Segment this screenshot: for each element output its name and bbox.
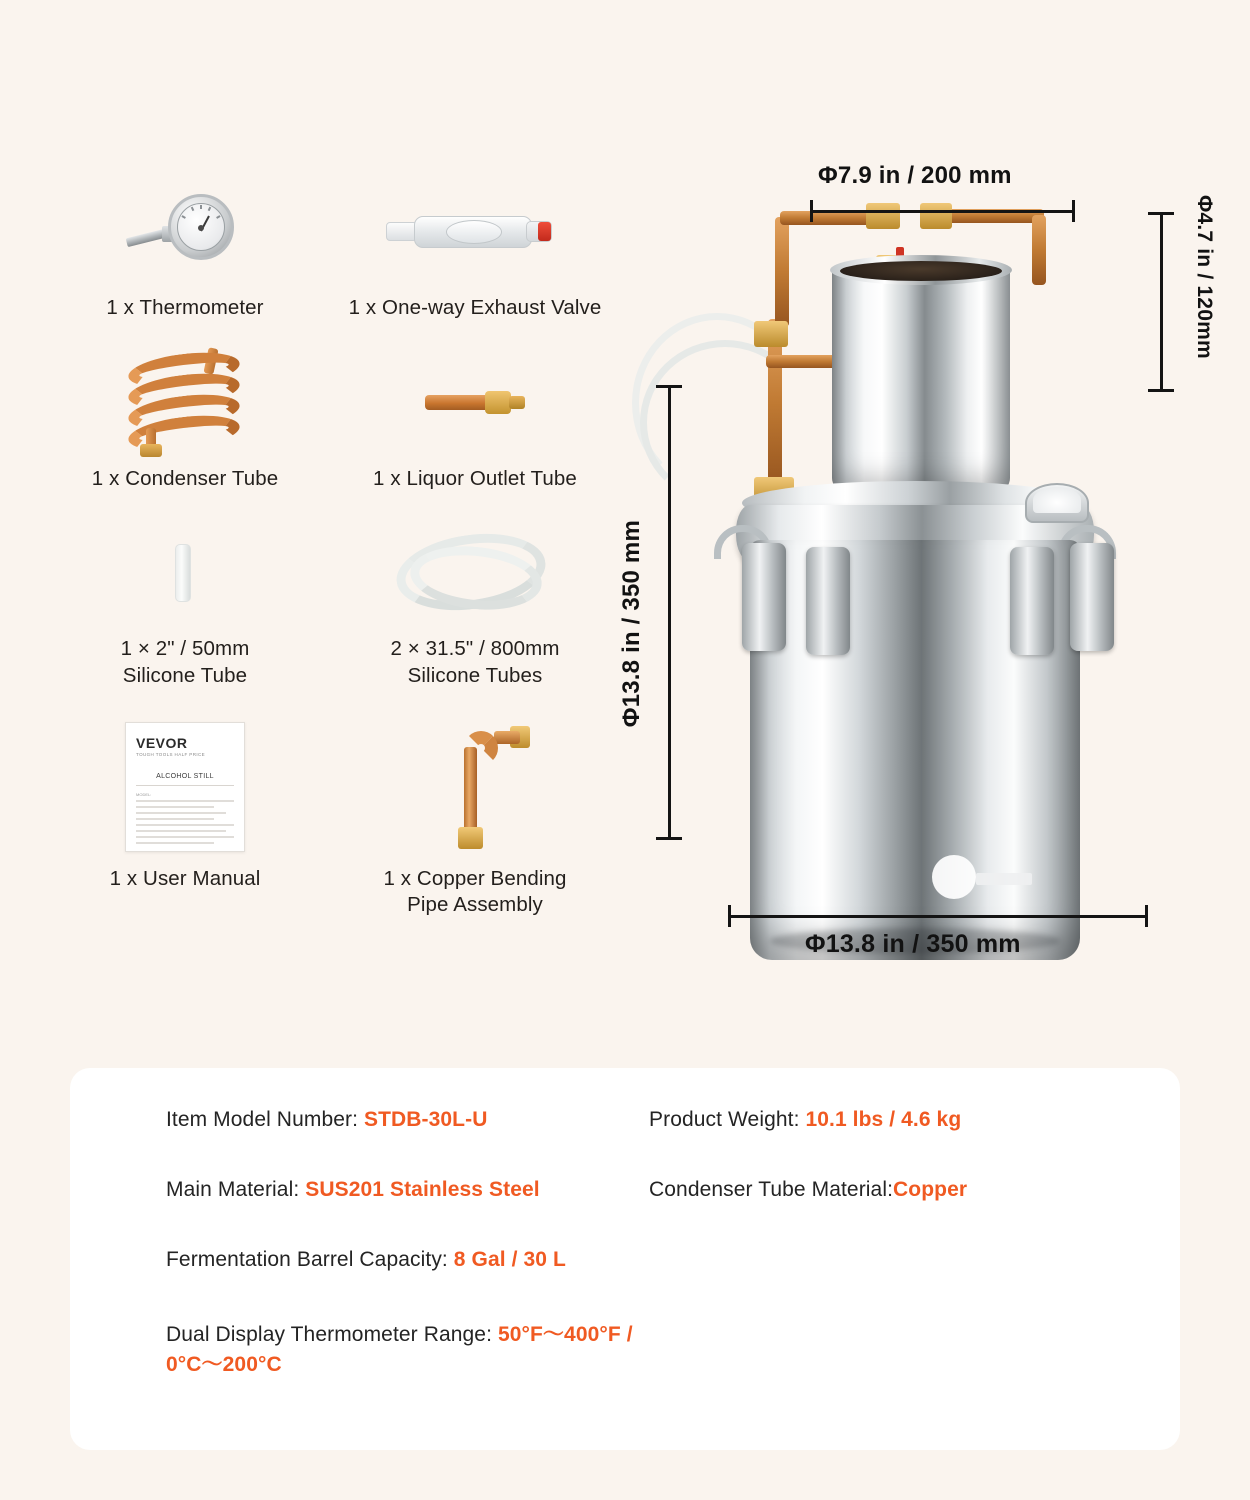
locking-clamp-right: [1010, 547, 1054, 655]
spec-fermentation-barrel-capacity: [118, 1248, 649, 1272]
spec-row: [118, 1318, 1132, 1378]
part-label-line-1: 2 × 31.5" / 800mm: [390, 637, 560, 661]
locking-clamp-left-2: [806, 547, 850, 655]
liquor-outlet-tube-art: [336, 344, 614, 462]
spec-value: SUS201 Stainless Steel: [305, 1178, 540, 1201]
user-manual-art: [46, 712, 324, 862]
dimension-top-bar: [810, 210, 1075, 213]
copper-bending-pipe-art: [336, 712, 614, 862]
manual-divider: [136, 785, 234, 786]
dimension-right-cap-top: [1148, 212, 1174, 215]
spec-empty-cell: [649, 1248, 1132, 1272]
part-label-line-1: 1 × 2" / 50mm: [120, 637, 250, 661]
dimension-bottom-cap-left: [728, 905, 731, 927]
included-parts-list: [40, 165, 620, 933]
locking-clamp-right-2: [1070, 543, 1114, 651]
spec-value: 8 Gal / 30 L: [453, 1248, 566, 1271]
brass-fitting-top: [866, 203, 900, 229]
manual-slogan: TOUGH TOOLS HALF PRICE: [136, 751, 206, 757]
spec-empty-cell: [649, 1318, 1132, 1378]
bendpipe-vertical: [464, 747, 477, 833]
valve-bulb: [446, 220, 502, 244]
dimension-bottom-bar: [728, 915, 1148, 918]
part-label-line-1: 1 x Copper Bending: [383, 866, 567, 890]
dimension-left-label: Φ13.8 in / 350 mm: [618, 520, 645, 728]
valve-red-cap: [538, 222, 551, 241]
spec-label: Product Weight:: [649, 1108, 806, 1131]
product-label-strip: [976, 873, 1032, 885]
pot-interior: [840, 261, 1002, 281]
spec-item-model-number: [118, 1108, 649, 1132]
part-copper-bending-pipe: [330, 704, 620, 933]
copper-pipe-right-riser: [1032, 215, 1046, 285]
manual-brand: VEVOR: [136, 734, 188, 751]
dimension-left-cap-bottom: [656, 837, 682, 840]
locking-clamp-left: [742, 543, 786, 651]
spec-product-weight: [649, 1108, 1132, 1132]
one-way-exhaust-valve-icon: [380, 202, 570, 262]
bendpipe-horizontal: [494, 731, 520, 744]
condenser-pot: [832, 267, 1010, 492]
bendpipe-bottom-nut: [458, 827, 483, 849]
part-label-line-2: Silicone Tubes: [407, 663, 543, 687]
dimension-right-label: Φ4.7 in / 120mm: [1193, 195, 1216, 359]
pressure-gauge-face: [1033, 487, 1081, 513]
manual-meta: MODEL:: [136, 791, 152, 797]
part-label: 1 x User Manual: [109, 866, 261, 890]
spec-value: 10.1 lbs / 4.6 kg: [805, 1108, 962, 1131]
dimension-top-cap-right: [1072, 200, 1075, 222]
part-label: 1 x Thermometer: [106, 296, 264, 319]
exhaust-valve-art: [336, 173, 614, 291]
liquor-outlet-tube-icon: [415, 383, 535, 423]
dimension-left-cap-top: [656, 385, 682, 388]
thermometer-tick: [200, 205, 202, 209]
part-label: 1 x Condenser Tube: [91, 466, 279, 490]
spec-value: 50°F～400°F / 0°C～200°C: [166, 1323, 633, 1376]
part-thermometer: [40, 165, 330, 336]
short-silicone-tube-icon: [155, 538, 215, 608]
manual-text-lines: [136, 800, 234, 844]
product-sticker: [932, 855, 976, 899]
user-manual-icon: [125, 722, 245, 852]
copper-pipe-left-riser: [775, 217, 789, 327]
spec-label: Main Material:: [166, 1178, 306, 1201]
thermometer-icon: [120, 192, 250, 272]
part-long-silicone-tubes: [330, 506, 620, 703]
specifications-card: [70, 1068, 1180, 1450]
thermometer-art: [46, 173, 324, 291]
spec-row: [118, 1108, 1132, 1132]
outlet-brass-end: [509, 396, 525, 409]
coil-brass-nut: [140, 444, 162, 457]
spec-label: Condenser Tube Material:: [649, 1178, 894, 1201]
alcohol-still-illustration: [680, 195, 1150, 955]
condenser-tube-art: [46, 344, 324, 462]
dimension-right-cap-bottom: [1148, 389, 1174, 392]
long-silicone-tubes-icon: [380, 521, 570, 626]
copper-coil-icon: [110, 348, 260, 458]
spec-main-material: [118, 1178, 649, 1202]
copper-pipe-top-left: [780, 211, 872, 225]
spec-thermometer-range: [118, 1318, 649, 1378]
thermometer-hub: [198, 225, 204, 231]
part-label: 1 x Liquor Outlet Tube: [373, 466, 577, 490]
dimension-bottom-label: Φ13.8 in / 350 mm: [805, 930, 1021, 958]
manual-title: ALCOHOL STILL: [156, 772, 214, 780]
product-image-with-dimensions: [620, 120, 1220, 1000]
long-silicone-tubes-art: [336, 514, 614, 632]
dimension-right-bar: [1160, 212, 1163, 392]
dimension-bottom-cap-right: [1145, 905, 1148, 927]
short-silicone-tube-art: [46, 514, 324, 632]
part-label-line-2: Pipe Assembly: [407, 893, 543, 917]
part-short-silicone-tube: [40, 506, 330, 703]
spec-label: Dual Display Thermometer Range:: [166, 1323, 498, 1346]
part-label: 1 x One-way Exhaust Valve: [348, 296, 602, 319]
brass-fitting-top-2: [920, 203, 952, 229]
part-label-line-2: Silicone Tube: [122, 663, 248, 687]
spec-value: STDB-30L-U: [363, 1108, 488, 1131]
dimension-top-label: Φ7.9 in / 200 mm: [818, 162, 1012, 189]
spec-row: [118, 1178, 1132, 1202]
part-condenser-tube: [40, 336, 330, 507]
spec-condenser-tube-material: [649, 1178, 1132, 1202]
outlet-copper-tube: [425, 395, 491, 410]
part-user-manual: [40, 704, 330, 933]
spec-label: Fermentation Barrel Capacity:: [166, 1248, 454, 1271]
dimension-top-cap-left: [810, 200, 813, 222]
spec-value: Copper: [893, 1178, 968, 1201]
part-one-way-exhaust-valve: [330, 165, 620, 336]
outlet-brass-nut: [485, 391, 511, 414]
silicone-segment: [175, 544, 191, 602]
brass-fitting-left: [754, 321, 788, 347]
spec-row: [118, 1248, 1132, 1272]
copper-bending-pipe-icon: [410, 717, 540, 857]
spec-label: Item Model Number:: [166, 1108, 364, 1131]
part-liquor-outlet-tube: [330, 336, 620, 507]
dimension-left-bar: [668, 385, 671, 840]
